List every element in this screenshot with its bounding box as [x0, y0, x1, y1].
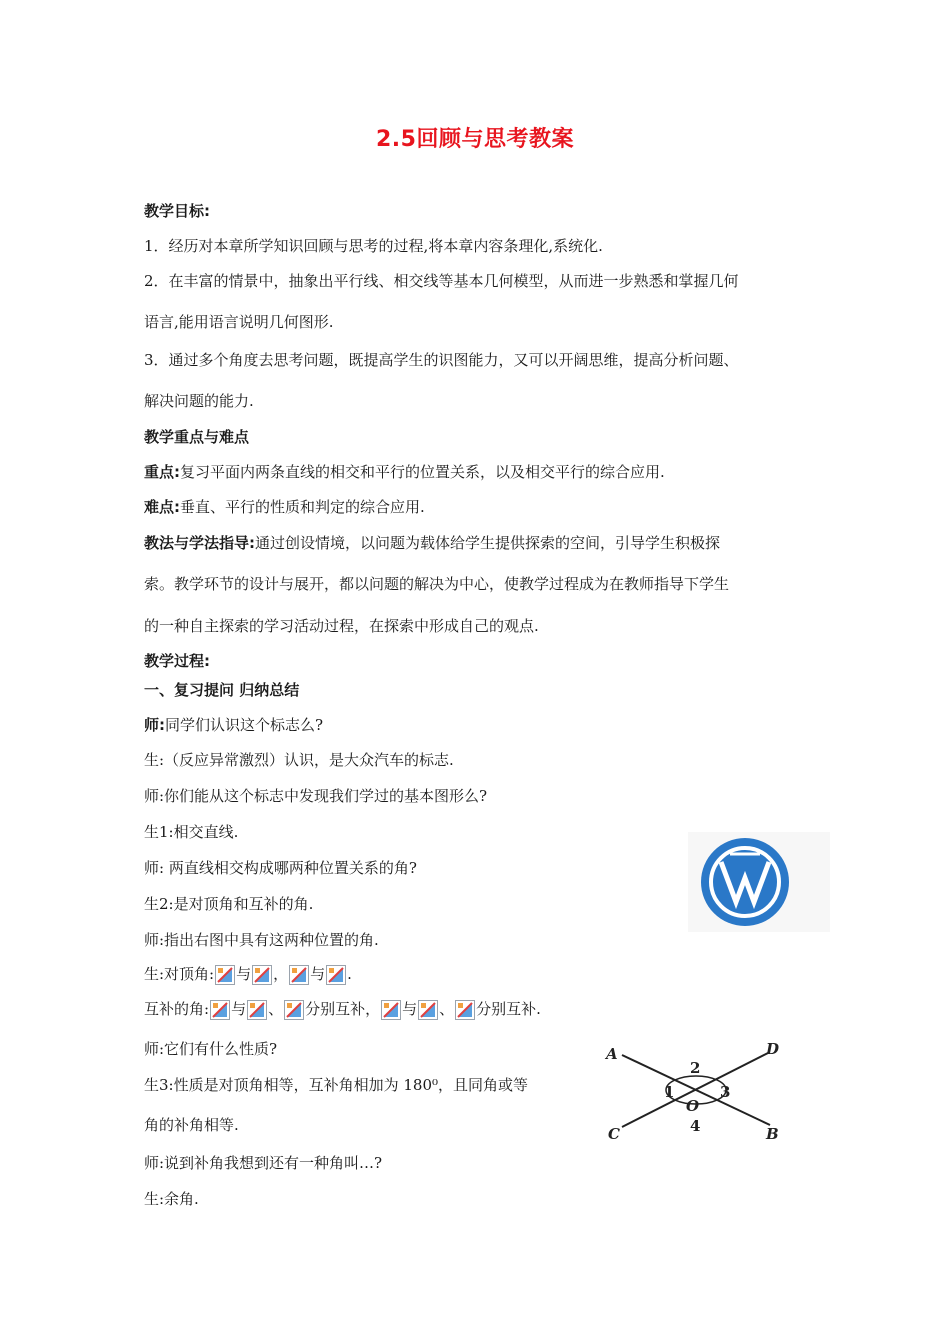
- methods-text-1: 通过创设情境，以问题为载体给学生提供探索的空间，引导学生积极探: [255, 534, 721, 552]
- dialogue-s4: [144, 964, 352, 985]
- key-points-heading: 教学重点与难点: [144, 428, 250, 446]
- objectives-heading: 教学目标:: [144, 202, 210, 220]
- broken-image-icon: [289, 965, 309, 985]
- and-text: 与: [236, 965, 252, 983]
- angle-3-label: 3: [720, 1083, 731, 1101]
- difficulty-text: 垂直、平行的性质和判定的综合应用.: [180, 498, 425, 516]
- dialogue-s5-line2: 角的补角相等.: [144, 1116, 239, 1134]
- point-d-label: D: [766, 1040, 780, 1058]
- dialogue-s2: 生1:相交直线.: [144, 823, 239, 841]
- dun-text: 、: [268, 1000, 284, 1018]
- dun-text: 、: [439, 1000, 455, 1018]
- point-c-label: C: [608, 1125, 620, 1143]
- and-text: 与: [402, 1000, 418, 1018]
- teacher-label: 师:: [144, 716, 165, 734]
- objective-2-line1: 2．在丰富的情景中，抽象出平行线、相交线等基本几何模型，从而进一步熟悉和掌握几何: [144, 272, 739, 290]
- dialogue-t1-text: 同学们认识这个标志么?: [165, 716, 324, 734]
- supplementary-label: 互补的角:: [144, 1000, 210, 1018]
- broken-image-icon: [247, 1000, 267, 1020]
- methods-line1: [144, 533, 720, 553]
- dialogue-s6: 生:余角.: [144, 1190, 199, 1208]
- broken-image-icon: [252, 965, 272, 985]
- supplementary-line: [144, 999, 541, 1020]
- focus-label: 重点:: [144, 463, 180, 481]
- angle-4-label: 4: [690, 1117, 701, 1135]
- dialogue-s3: 生2:是对顶角和互补的角.: [144, 895, 314, 913]
- comma-text: ，: [273, 965, 289, 983]
- dialogue-t2: 师:你们能从这个标志中发现我们学过的基本图形么?: [144, 787, 488, 805]
- objective-3-line2: 解决问题的能力.: [144, 392, 254, 410]
- broken-image-icon: [326, 965, 346, 985]
- angle-2-label: 2: [690, 1059, 701, 1077]
- and-text: 与: [310, 965, 326, 983]
- respectively-text: 分别互补，: [305, 1000, 381, 1018]
- methods-label: 教法与学法指导:: [144, 534, 255, 552]
- broken-image-icon: [418, 1000, 438, 1020]
- point-b-label: B: [766, 1125, 779, 1143]
- broken-image-icon: [210, 1000, 230, 1020]
- focus-text: 复习平面内两条直线的相交和平行的位置关系，以及相交平行的综合应用.: [180, 463, 665, 481]
- broken-image-icon: [455, 1000, 475, 1020]
- broken-image-icon: [215, 965, 235, 985]
- and-text: 与: [231, 1000, 247, 1018]
- dialogue-t5: 师:它们有什么性质?: [144, 1040, 278, 1058]
- period-text: .: [347, 965, 352, 983]
- objective-1: 1．经历对本章所学知识回顾与思考的过程,将本章内容条理化,系统化.: [144, 237, 603, 255]
- methods-line3: 的一种自主探索的学习活动过程，在探索中形成自己的观点.: [144, 617, 539, 635]
- dialogue-t6: 师:说到补角我想到还有一种角叫…?: [144, 1154, 383, 1172]
- methods-line2: 索。教学环节的设计与展开，都以问题的解决为中心，使教学过程成为在教师指导下学生: [144, 575, 730, 593]
- volkswagen-logo: [688, 832, 830, 936]
- process-heading: 教学过程:: [144, 652, 210, 670]
- point-o-label: O: [686, 1097, 700, 1115]
- broken-image-icon: [284, 1000, 304, 1020]
- point-a-label: A: [606, 1045, 618, 1063]
- page-title: 2.5回顾与思考教案: [376, 127, 574, 152]
- dialogue-s1: 生:（反应异常激烈）认识，是大众汽车的标志.: [144, 751, 454, 769]
- angle-1-label: 1: [664, 1083, 675, 1101]
- objective-2-line2: 语言,能用语言说明几何图形.: [144, 313, 334, 331]
- section-1-heading: 一、复习提问 归纳总结: [144, 681, 300, 699]
- focus-line: [144, 462, 665, 482]
- difficulty-label: 难点:: [144, 498, 180, 516]
- dialogue-t1: [144, 715, 323, 735]
- difficulty-line: [144, 497, 425, 517]
- dialogue-t3: 师: 两直线相交构成哪两种位置关系的角?: [144, 859, 417, 877]
- vertical-angles-label: 生:对顶角:: [144, 965, 215, 983]
- objective-3-line1: 3．通过多个角度去思考问题，既提高学生的识图能力，又可以开阔思维，提高分析问题、: [144, 351, 739, 369]
- dialogue-s5-line1: 生3:性质是对顶角相等，互补角相加为 180⁰，且同角或等: [144, 1076, 529, 1094]
- respectively-end-text: 分别互补.: [476, 1000, 541, 1018]
- broken-image-icon: [381, 1000, 401, 1020]
- dialogue-t4: 师:指出右图中具有这两种位置的角.: [144, 931, 379, 949]
- intersecting-lines-figure: [600, 1035, 790, 1149]
